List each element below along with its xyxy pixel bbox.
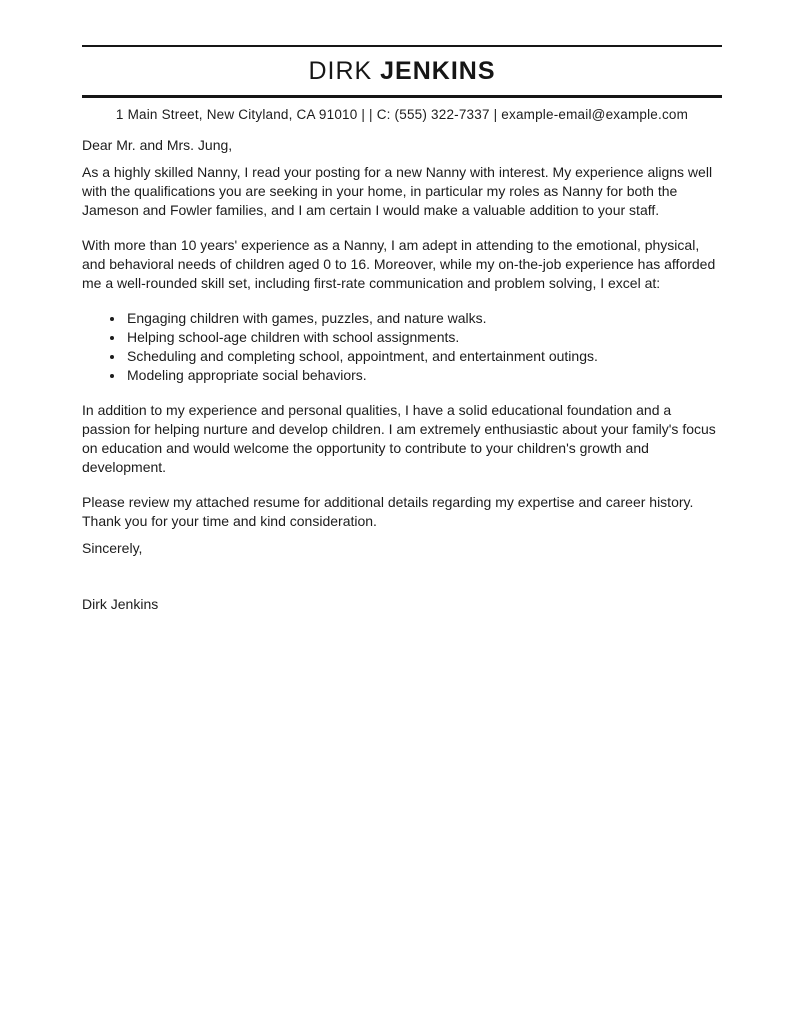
salutation: Dear Mr. and Mrs. Jung,	[82, 137, 233, 153]
applicant-name	[82, 47, 722, 95]
skill-item-4: • Modeling appropriate social behaviors.	[125, 366, 722, 385]
skill-item-3: • Scheduling and completing school, appointment, and entertainment outings.	[125, 347, 722, 366]
paragraph-experience: With more than 10 years' experience as a Nanny, I am adept in attending to the emotional, physical, and behavioral needs of children aged 0 to 16. Moreover, while my on-the-job experience has afforded me a well-rounded skill set, including first-rate communication and problem solving, I excel at:	[82, 237, 716, 291]
skill-item-2: • Helping school-age children with school assignments.	[125, 328, 722, 347]
skill-item-1: • Engaging children with games, puzzles, and nature walks.	[125, 309, 722, 328]
paragraph-education: In addition to my experience and personal qualities, I have a solid educational foundation and a passion for helping nurture and develop children. I am extremely enthusiastic about your family's focus on education and would welcome the opportunity to contribute to your children's growth and development.	[82, 402, 716, 475]
signature-name: Dirk Jenkins	[82, 596, 159, 612]
letter-header	[82, 45, 722, 124]
letter-body	[82, 136, 722, 614]
applicant-last-name: JENKINS	[380, 57, 496, 85]
paragraph-intro: As a highly skilled Nanny, I read your posting for a new Nanny with interest. My experience aligns well with the qualifications you are seeking in your home, in particular my roles as Nanny for both the Jameson and Fowler families, and I am certain I would make a valuable addition to your staff.	[82, 164, 713, 218]
skills-list	[82, 309, 722, 385]
contact-line: 1 Main Street, New Cityland, CA 91010 | | C: (555) 322-7337 | example-email@example.com	[115, 107, 689, 122]
valediction: Sincerely,	[82, 540, 143, 556]
paragraph-resume: Please review my attached resume for additional details regarding my expertise and career history. Thank you for your time and kind consideration.	[82, 494, 694, 529]
applicant-first-name: DIRK	[308, 57, 373, 85]
header-bottom-rule	[82, 95, 722, 98]
